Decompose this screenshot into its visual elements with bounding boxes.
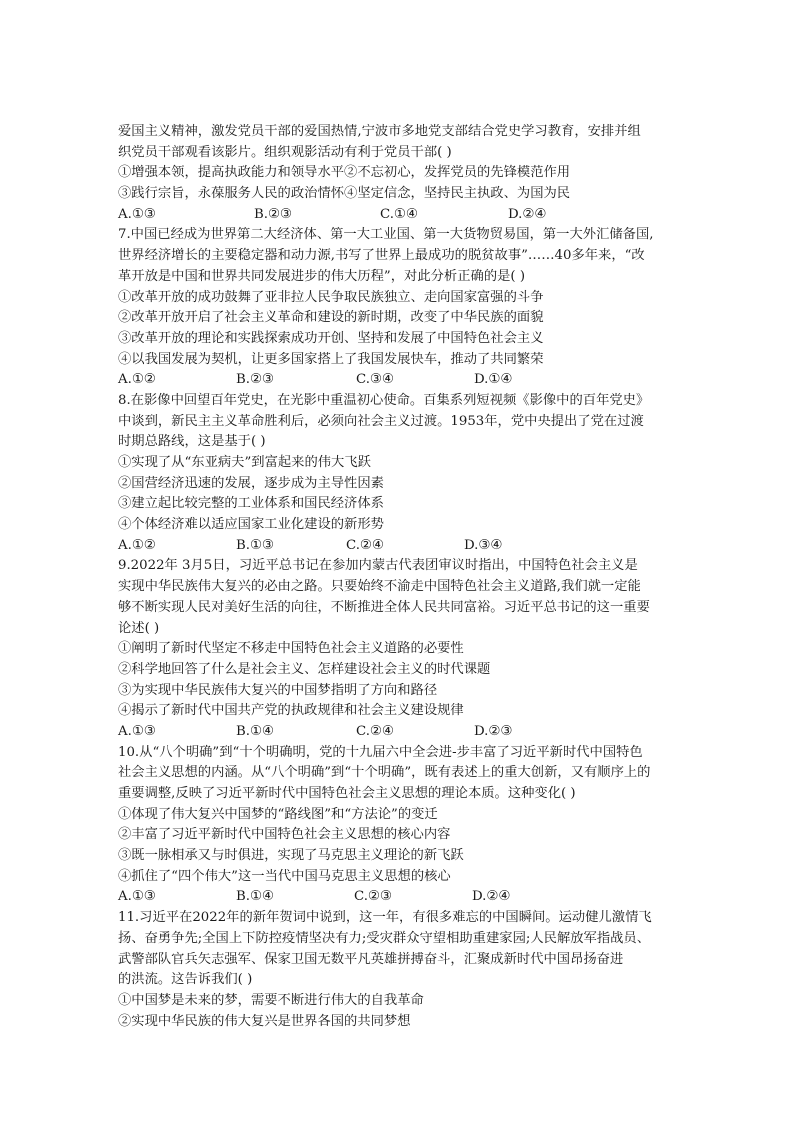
answer-options [118, 536, 678, 557]
statement-line: ④揭示了新时代中国共产党的执政规律和社会主义建设规律 [118, 703, 464, 719]
statement-line: ①中国梦是未来的梦，需要不断进行伟大的自我革命 [118, 992, 424, 1008]
statement-line: ③为实现中华民族伟大复兴的中国梦指明了方向和路径 [118, 682, 438, 698]
option-c: C.③④ [356, 372, 394, 388]
statement-line: ①增强本领，提高执政能力和领导水平②不忘初心，发挥党员的先锋模范作用 [118, 165, 571, 181]
option-c: C.②④ [356, 723, 394, 739]
question-text-line: 社会主义思想的内涵。从“八个明确”到“十个明确”，既有表述上的重大创新，又有顺序上的 [118, 765, 651, 781]
option-b: B.①④ [236, 723, 274, 739]
question-text-line: 7.中国已经成为世界第二大经济体、第一大工业国、第一大货物贸易国，第一大外汇储备国, [118, 227, 654, 243]
question-text-line: 中谈到，新民主主义革命胜利后，必须向社会主义过渡。1953年，党中央提出了党在过渡 [118, 413, 644, 429]
option-c: C.②③ [354, 889, 392, 905]
statement-line: ①实现了从“东亚病夫”到富起来的伟大飞跃 [118, 455, 371, 470]
option-a: A.①② [118, 372, 156, 388]
option-d: D.②④ [472, 889, 511, 905]
statement-line: ①体现了伟大复兴中国梦的“路线图”和“方法论”的变迁 [118, 806, 438, 822]
option-d: D.②③ [474, 723, 513, 739]
option-c: C.①④ [380, 206, 418, 222]
question-text-line: 9.2022年 3月5日，习近平总书记在参加内蒙古代表团审议时指出，中国特色社会主义是 [118, 558, 638, 574]
statement-line: ①改革开放的成功鼓舞了亚非拉人民争取民族独立、走向国家富强的斗争 [118, 289, 544, 305]
question-text-line: 时期总路线，这是基于( ) [118, 434, 266, 450]
statement-line: ②国营经济迅速的发展，逐步成为主导性因素 [118, 475, 384, 491]
option-a: A.①③ [118, 723, 156, 739]
question-6 [118, 122, 678, 225]
question-text-line: 10.从“八个明确”到“十个明确明，党的十九届六中全会进-步丰富了习近平新时代中国特色 [118, 744, 643, 760]
answer-options [118, 370, 678, 391]
option-b: B.①③ [236, 537, 274, 553]
question-text-line: 够不断实现人民对美好生活的向往，不断推进全体人民共同富裕。习近平总书记的这一重要 [118, 599, 650, 615]
option-a: A.①③ [118, 889, 156, 905]
question-text-line: 革开放是中国和世界共同发展进步的伟大历程”，对此分析正确的是( ) [118, 268, 526, 284]
question-text-line: 扬、奋勇争先;全国上下防控疫情坚决有力;受灾群众守望相助重建家园;人民解放军指战员、 [118, 930, 651, 946]
question-7 [118, 225, 678, 391]
question-9 [118, 556, 678, 742]
answer-options [118, 887, 678, 908]
question-11 [118, 908, 678, 1032]
question-text-line: 织党员干部观看该影片。组织观影活动有利于党员干部( ) [118, 144, 452, 160]
question-text-line: 爱国主义精神，激发党员干部的爱国热情,宁波市多地党支部结合党史学习教育，安排并组 [118, 124, 641, 139]
option-b: B.②③ [236, 372, 274, 388]
statement-line: ④个体经济难以适应国家工业化建设的新形势 [118, 517, 384, 533]
option-b: B.①④ [236, 889, 274, 905]
option-a: A.①② [118, 537, 156, 553]
option-d: D.②④ [508, 206, 547, 222]
question-text-line: 8.在影像中回望百年党史，在光影中重温初心使命。百集系列短视频《影像中的百年党史》 [118, 392, 650, 408]
option-a: A.①③ [118, 206, 156, 222]
question-text-line: 世界经济增长的主要稳定器和动力源,书写了世界上最成功的脱贫故事”……40多年来，“改 [118, 248, 645, 264]
question-text-line: 的洪流。这告诉我们( ) [118, 972, 253, 988]
statement-line: ②科学地回答了什么是社会主义、怎样建设社会主义的时代课题 [118, 661, 491, 677]
question-8 [118, 391, 678, 557]
statement-line: ④以我国发展为契机，让更多国家搭上了我国发展快车，推动了共同繁荣 [118, 351, 544, 367]
question-text-line: 11.习近平在2022年的新年贺词中说到，这一年，有很多难忘的中国瞬间。运动健儿激情飞 [118, 910, 652, 926]
statement-line: ④抓住了“四个伟大”这一当代中国马克思主义思想的核心 [118, 868, 451, 884]
question-text-line: 重要调整,反映了习近平新时代中国特色社会主义思想的理论本质。这种变化( ) [118, 786, 576, 801]
statement-line: ②改革开放开启了社会主义革命和建设的新时期，改变了中华民族的面貌 [118, 310, 544, 326]
option-c: C.②④ [346, 537, 384, 553]
option-b: B.②③ [254, 206, 292, 222]
statement-line: ③践行宗旨，永葆服务人民的政治情怀④坚定信念，坚持民主执政、为国为民 [118, 186, 571, 202]
statement-line: ①阐明了新时代坚定不移走中国特色社会主义道路的必要性 [118, 641, 464, 657]
question-text-line: 武警部队官兵矢志强军、保家卫国无数平凡英雄拼搏奋斗，汇聚成新时代中国昂扬奋进 [118, 951, 624, 967]
statement-line: ③建立起比较完整的工业体系和国民经济体系 [118, 496, 384, 512]
answer-options [118, 722, 678, 743]
exam-page [118, 122, 678, 1032]
answer-options [118, 205, 678, 226]
question-text-line: 实现中华民族伟大复兴的必由之路。只要始终不渝走中国特色社会主义道路,我们就一定能 [118, 579, 641, 595]
question-10 [118, 743, 678, 909]
statement-line: ③既一脉相承又与时俱进，实现了马克思主义理论的新飞跃 [118, 848, 464, 864]
statement-line: ②丰富了习近平新时代中国特色社会主义思想的核心内容 [118, 827, 451, 843]
question-text-line: 论述( ) [118, 620, 160, 636]
option-d: D.③④ [464, 537, 503, 553]
option-d: D.①④ [474, 372, 513, 388]
statement-line: ②实现中华民族的伟大复兴是世界各国的共同梦想 [118, 1013, 411, 1029]
statement-line: ③改革开放的理论和实践探索成功开创、坚持和发展了中国特色社会主义 [118, 330, 544, 346]
